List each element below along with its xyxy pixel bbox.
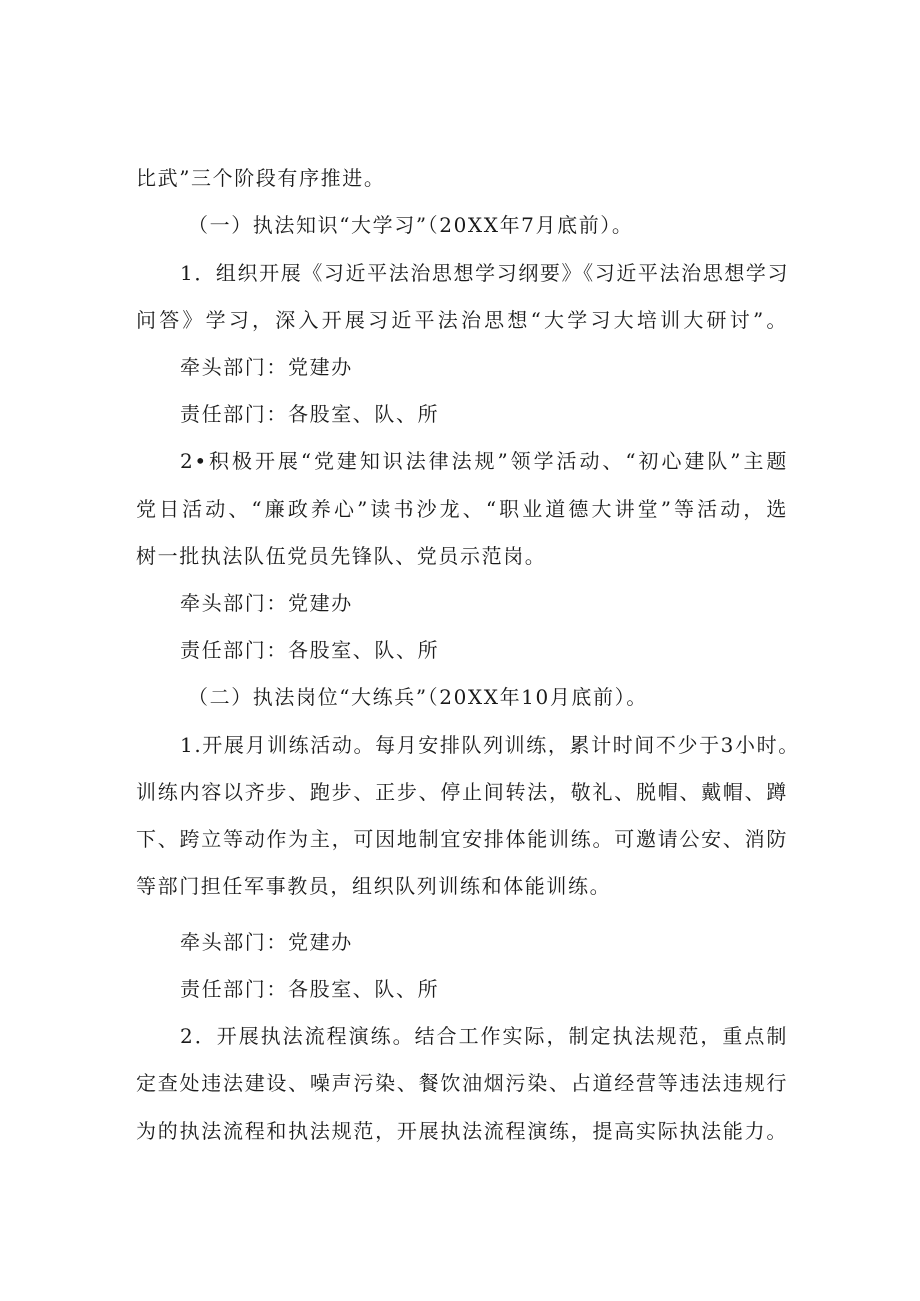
lead-department: 牵头部门：党建办 (180, 591, 353, 615)
paragraph-line: 训练内容以齐步、跑步、正步、停止间转法，敬礼、脱帽、戴帽、蹲 (136, 780, 788, 804)
paragraph-line: 比武”三个阶段有序推进。 (136, 166, 386, 190)
responsible-department: 责任部门：各股室、队、所 (180, 977, 440, 1001)
responsible-department: 责任部门：各股室、队、所 (180, 638, 440, 662)
responsible-department: 责任部门：各股室、队、所 (180, 402, 440, 426)
paragraph-line: 问答》学习，深入开展习近平法治思想“大学习大培训大研讨”。 (136, 308, 788, 332)
paragraph-line: 定查处违法建设、噪声污染、餐饮油烟污染、占道经营等违法违规行 (136, 1071, 788, 1095)
paragraph-line: 等部门担任军事教员，组织队列训练和体能训练。 (136, 874, 612, 898)
paragraph-line: 1．组织开展《习近平法治思想学习纲要》《习近平法治思想学习 (180, 261, 790, 285)
paragraph-line: 2•积极开展“党建知识法律法规”领学活动、“初心建队”主题 (180, 449, 788, 473)
lead-department: 牵头部门：党建办 (180, 930, 353, 954)
paragraph-line: 2．开展执法流程演练。结合工作实际，制定执法规范，重点制 (180, 1024, 788, 1048)
section-heading: （二）执法岗位“大练兵”（20XX年10月底前）。 (188, 685, 648, 709)
paragraph-line: 下、跨立等动作为主，可因地制宜安排体能训练。可邀请公安、消防 (136, 827, 788, 851)
section-heading: （一）执法知识“大学习”（20XX年7月底前）。 (188, 213, 634, 237)
paragraph-line: 树一批执法队伍党员先锋队、党员示范岗。 (136, 544, 547, 568)
lead-department: 牵头部门：党建办 (180, 355, 353, 379)
paragraph-line: 为的执法流程和执法规范，开展执法流程演练，提高实际执法能力。 (136, 1119, 788, 1143)
paragraph-line: 党日活动、“廉政养心”读书沙龙、“职业道德大讲堂”等活动，选 (136, 497, 788, 521)
paragraph-line: 1.开展月训练活动。每月安排队列训练，累计时间不少于3小时。 (180, 733, 800, 757)
